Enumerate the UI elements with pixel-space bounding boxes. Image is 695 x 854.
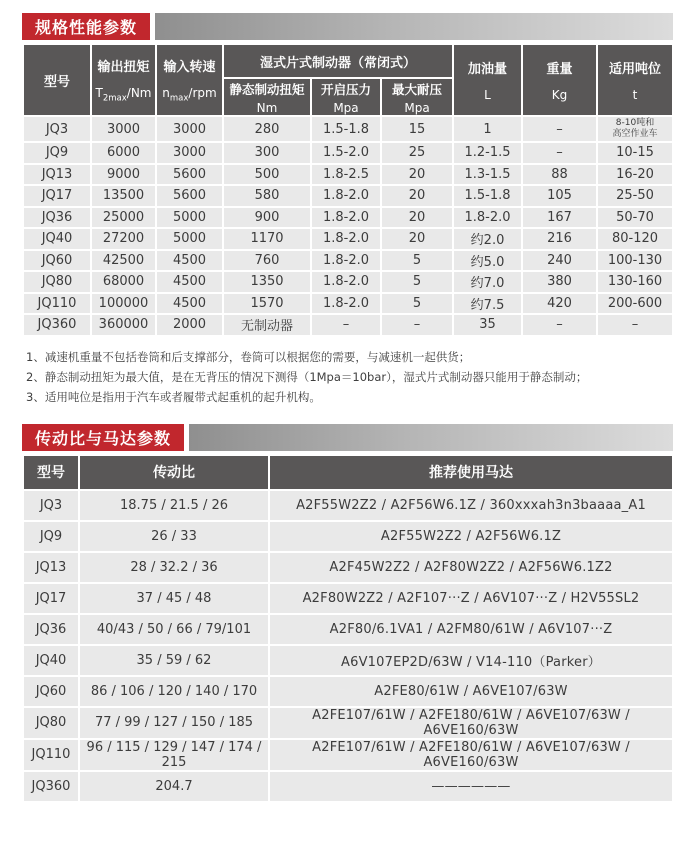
cell-model: JQ36 xyxy=(23,614,79,645)
cell-output-torque: 6000 xyxy=(91,142,156,164)
cell-static-brake-torque: 1170 xyxy=(223,228,311,250)
ratio-motor-table-body xyxy=(23,490,673,802)
cell-oil-volume: 约7.0 xyxy=(453,271,522,293)
cell-input-speed: 3000 xyxy=(156,116,223,142)
cell-oil-volume: 约2.0 xyxy=(453,228,522,250)
cell-motor: A2F80/6.1VA1 / A2FM80/61W / A6V107···Z xyxy=(269,614,673,645)
cell-opening-pressure: 1.5-2.0 xyxy=(311,142,381,164)
section1-title: 规格性能参数 xyxy=(22,13,150,40)
col-header-motor: 推荐使用马达 xyxy=(269,455,673,490)
cell-static-brake-torque: 1350 xyxy=(223,271,311,293)
cell-tonnage: 130-160 xyxy=(597,271,673,293)
cell-weight: 380 xyxy=(522,271,597,293)
ratio-row xyxy=(23,490,673,521)
cell-oil-volume: 约5.0 xyxy=(453,250,522,272)
cell-input-speed: 5600 xyxy=(156,185,223,207)
cell-static-brake-torque: 280 xyxy=(223,116,311,142)
performance-spec-table xyxy=(22,43,674,337)
cell-input-speed: 5000 xyxy=(156,207,223,229)
section2-gradient-bar xyxy=(189,424,673,451)
spec-row xyxy=(23,207,673,229)
cell-oil-volume: 约7.5 xyxy=(453,293,522,315)
performance-spec-table-body xyxy=(23,116,673,336)
cell-oil-volume: 1 xyxy=(453,116,522,142)
cell-weight: – xyxy=(522,142,597,164)
col-header-input-speed: 输入转速 $n_{max}$/rpm xyxy=(156,44,223,116)
cell-input-speed: 3000 xyxy=(156,142,223,164)
cell-model: JQ3 xyxy=(23,116,91,142)
col-header-model2: 型号 xyxy=(23,455,79,490)
cell-opening-pressure: 1.8-2.0 xyxy=(311,293,381,315)
cell-motor: A6V107EP2D/63W / V14-110（Parker） xyxy=(269,645,673,676)
cell-opening-pressure: 1.8-2.0 xyxy=(311,207,381,229)
cell-weight: 240 xyxy=(522,250,597,272)
cell-weight: 167 xyxy=(522,207,597,229)
cell-max-pressure: 20 xyxy=(381,228,453,250)
cell-opening-pressure: 1.8-2.0 xyxy=(311,271,381,293)
cell-static-brake-torque: 1570 xyxy=(223,293,311,315)
spec-row xyxy=(23,164,673,186)
cell-max-pressure: 25 xyxy=(381,142,453,164)
cell-tonnage: 50-70 xyxy=(597,207,673,229)
cell-tonnage: 80-120 xyxy=(597,228,673,250)
cell-static-brake-torque: 300 xyxy=(223,142,311,164)
cell-tonnage: 25-50 xyxy=(597,185,673,207)
cell-motor: A2F55W2Z2 / A2F56W6.1Z / 360xxxah3n3baaaa_A1 xyxy=(269,490,673,521)
cell-max-pressure: 20 xyxy=(381,207,453,229)
cell-ratio: 26 / 33 xyxy=(79,521,269,552)
cell-static-brake-torque: 900 xyxy=(223,207,311,229)
spec-row xyxy=(23,228,673,250)
cell-model: JQ40 xyxy=(23,228,91,250)
cell-opening-pressure: 1.5-1.8 xyxy=(311,116,381,142)
cell-static-brake-torque: 760 xyxy=(223,250,311,272)
cell-motor: —————— xyxy=(269,771,673,802)
cell-oil-volume: 1.2-1.5 xyxy=(453,142,522,164)
cell-ratio: 40/43 / 50 / 66 / 79/101 xyxy=(79,614,269,645)
ratio-row xyxy=(23,552,673,583)
spec-row xyxy=(23,271,673,293)
cell-motor: A2FE80/61W / A6VE107/63W xyxy=(269,676,673,707)
cell-model: JQ110 xyxy=(23,293,91,315)
col-header-brake-group: 湿式片式制动器（常闭式） xyxy=(223,44,453,78)
spec-row xyxy=(23,250,673,272)
cell-model: JQ17 xyxy=(23,583,79,614)
cell-model: JQ60 xyxy=(23,250,91,272)
cell-model: JQ80 xyxy=(23,271,91,293)
cell-opening-pressure: 1.8-2.0 xyxy=(311,250,381,272)
cell-ratio: 28 / 32.2 / 36 xyxy=(79,552,269,583)
col-header-ratio: 传动比 xyxy=(79,455,269,490)
spec-row xyxy=(23,314,673,336)
cell-weight: 105 xyxy=(522,185,597,207)
footnote-line: 1、减速机重量不包括卷筒和后支撑部分，卷筒可以根据您的需要，与减速机一起供货； xyxy=(26,349,471,364)
footnote-line: 2、静态制动扭矩为最大值，是在无背压的情况下测得（1Mpa＝10bar），湿式片式制动器只能用于静态制动； xyxy=(26,369,588,384)
cell-ratio: 86 / 106 / 120 / 140 / 170 xyxy=(79,676,269,707)
section1-header xyxy=(22,0,673,40)
cell-model: JQ360 xyxy=(23,771,79,802)
cell-model: JQ40 xyxy=(23,645,79,676)
col-header-opening-pressure: 开启压力 Mpa xyxy=(311,78,381,116)
cell-tonnage: 200-600 xyxy=(597,293,673,315)
cell-model: JQ110 xyxy=(23,739,79,771)
col-header-output-torque: 输出扭矩 $T_{2max}/Nm$ xyxy=(91,44,156,116)
cell-static-brake-torque: 580 xyxy=(223,185,311,207)
cell-input-speed: 4500 xyxy=(156,293,223,315)
cell-model: JQ9 xyxy=(23,142,91,164)
cell-tonnage: 10-15 xyxy=(597,142,673,164)
cell-oil-volume: 1.5-1.8 xyxy=(453,185,522,207)
cell-model: JQ3 xyxy=(23,490,79,521)
cell-motor: A2FE107/61W / A2FE180/61W / A6VE107/63W / A6VE160/63W xyxy=(269,707,673,739)
cell-ratio: 204.7 xyxy=(79,771,269,802)
cell-motor: A2F55W2Z2 / A2F56W6.1Z xyxy=(269,521,673,552)
cell-model: JQ17 xyxy=(23,185,91,207)
cell-max-pressure: 15 xyxy=(381,116,453,142)
cell-model: JQ60 xyxy=(23,676,79,707)
cell-oil-volume: 35 xyxy=(453,314,522,336)
cell-output-torque: 68000 xyxy=(91,271,156,293)
footnote-line: 3、适用吨位是指用于汽车或者履带式起重机的起升机构。 xyxy=(26,389,321,404)
cell-input-speed: 4500 xyxy=(156,250,223,272)
cell-max-pressure: 5 xyxy=(381,293,453,315)
cell-weight: 216 xyxy=(522,228,597,250)
cell-static-brake-torque: 500 xyxy=(223,164,311,186)
ratio-motor-table xyxy=(22,454,674,803)
cell-output-torque: 42500 xyxy=(91,250,156,272)
cell-model: JQ13 xyxy=(23,552,79,583)
ratio-row xyxy=(23,707,673,739)
col-header-weight: 重量 Kg xyxy=(522,44,597,116)
section2-header xyxy=(22,424,673,451)
cell-motor: A2F80W2Z2 / A2F107···Z / A6V107···Z / H2V55SL2 xyxy=(269,583,673,614)
cell-input-speed: 4500 xyxy=(156,271,223,293)
cell-weight: 420 xyxy=(522,293,597,315)
cell-opening-pressure: 1.8-2.0 xyxy=(311,228,381,250)
cell-ratio: 77 / 99 / 127 / 150 / 185 xyxy=(79,707,269,739)
cell-output-torque: 27200 xyxy=(91,228,156,250)
cell-motor: A2FE107/61W / A2FE180/61W / A6VE107/63W / A6VE160/63W xyxy=(269,739,673,771)
cell-ratio: 96 / 115 / 129 / 147 / 174 / 215 xyxy=(79,739,269,771)
section2-title: 传动比与马达参数 xyxy=(22,424,184,451)
ratio-row xyxy=(23,521,673,552)
cell-output-torque: 25000 xyxy=(91,207,156,229)
cell-opening-pressure: 1.8-2.0 xyxy=(311,185,381,207)
cell-oil-volume: 1.3-1.5 xyxy=(453,164,522,186)
cell-opening-pressure: – xyxy=(311,314,381,336)
spec-row xyxy=(23,293,673,315)
cell-motor: A2F45W2Z2 / A2F80W2Z2 / A2F56W6.1Z2 xyxy=(269,552,673,583)
col-header-tonnage: 适用吨位 t xyxy=(597,44,673,116)
cell-output-torque: 100000 xyxy=(91,293,156,315)
cell-opening-pressure: 1.8-2.5 xyxy=(311,164,381,186)
cell-ratio: 18.75 / 21.5 / 26 xyxy=(79,490,269,521)
cell-ratio: 37 / 45 / 48 xyxy=(79,583,269,614)
ratio-row xyxy=(23,739,673,771)
cell-model: JQ9 xyxy=(23,521,79,552)
col-header-max-pressure: 最大耐压 Mpa xyxy=(381,78,453,116)
cell-max-pressure: 20 xyxy=(381,185,453,207)
col-header-static-brake-torque: 静态制动扭矩 Nm xyxy=(223,78,311,116)
cell-output-torque: 9000 xyxy=(91,164,156,186)
cell-tonnage: 8-10吨和 高空作业车 xyxy=(597,116,673,142)
ratio-row xyxy=(23,771,673,802)
footnotes xyxy=(26,347,695,407)
cell-weight: 88 xyxy=(522,164,597,186)
col-header-oil-volume: 加油量 L xyxy=(453,44,522,116)
cell-tonnage: 16-20 xyxy=(597,164,673,186)
ratio-row xyxy=(23,645,673,676)
cell-tonnage: 100-130 xyxy=(597,250,673,272)
cell-output-torque: 13500 xyxy=(91,185,156,207)
cell-weight: – xyxy=(522,314,597,336)
ratio-row xyxy=(23,583,673,614)
cell-oil-volume: 1.8-2.0 xyxy=(453,207,522,229)
cell-max-pressure: – xyxy=(381,314,453,336)
cell-input-speed: 2000 xyxy=(156,314,223,336)
cell-output-torque: 3000 xyxy=(91,116,156,142)
cell-static-brake-torque: 无制动器 xyxy=(223,314,311,336)
cell-tonnage: – xyxy=(597,314,673,336)
cell-max-pressure: 5 xyxy=(381,250,453,272)
cell-output-torque: 360000 xyxy=(91,314,156,336)
cell-ratio: 35 / 59 / 62 xyxy=(79,645,269,676)
cell-model: JQ360 xyxy=(23,314,91,336)
cell-model: JQ13 xyxy=(23,164,91,186)
cell-max-pressure: 5 xyxy=(381,271,453,293)
spec-row xyxy=(23,116,673,142)
section1-gradient-bar xyxy=(155,13,673,40)
ratio-row xyxy=(23,676,673,707)
spec-row xyxy=(23,142,673,164)
cell-model: JQ80 xyxy=(23,707,79,739)
spec-row xyxy=(23,185,673,207)
cell-max-pressure: 20 xyxy=(381,164,453,186)
col-header-model: 型号 xyxy=(23,44,91,116)
cell-input-speed: 5000 xyxy=(156,228,223,250)
cell-input-speed: 5600 xyxy=(156,164,223,186)
cell-weight: – xyxy=(522,116,597,142)
cell-model: JQ36 xyxy=(23,207,91,229)
ratio-row xyxy=(23,614,673,645)
